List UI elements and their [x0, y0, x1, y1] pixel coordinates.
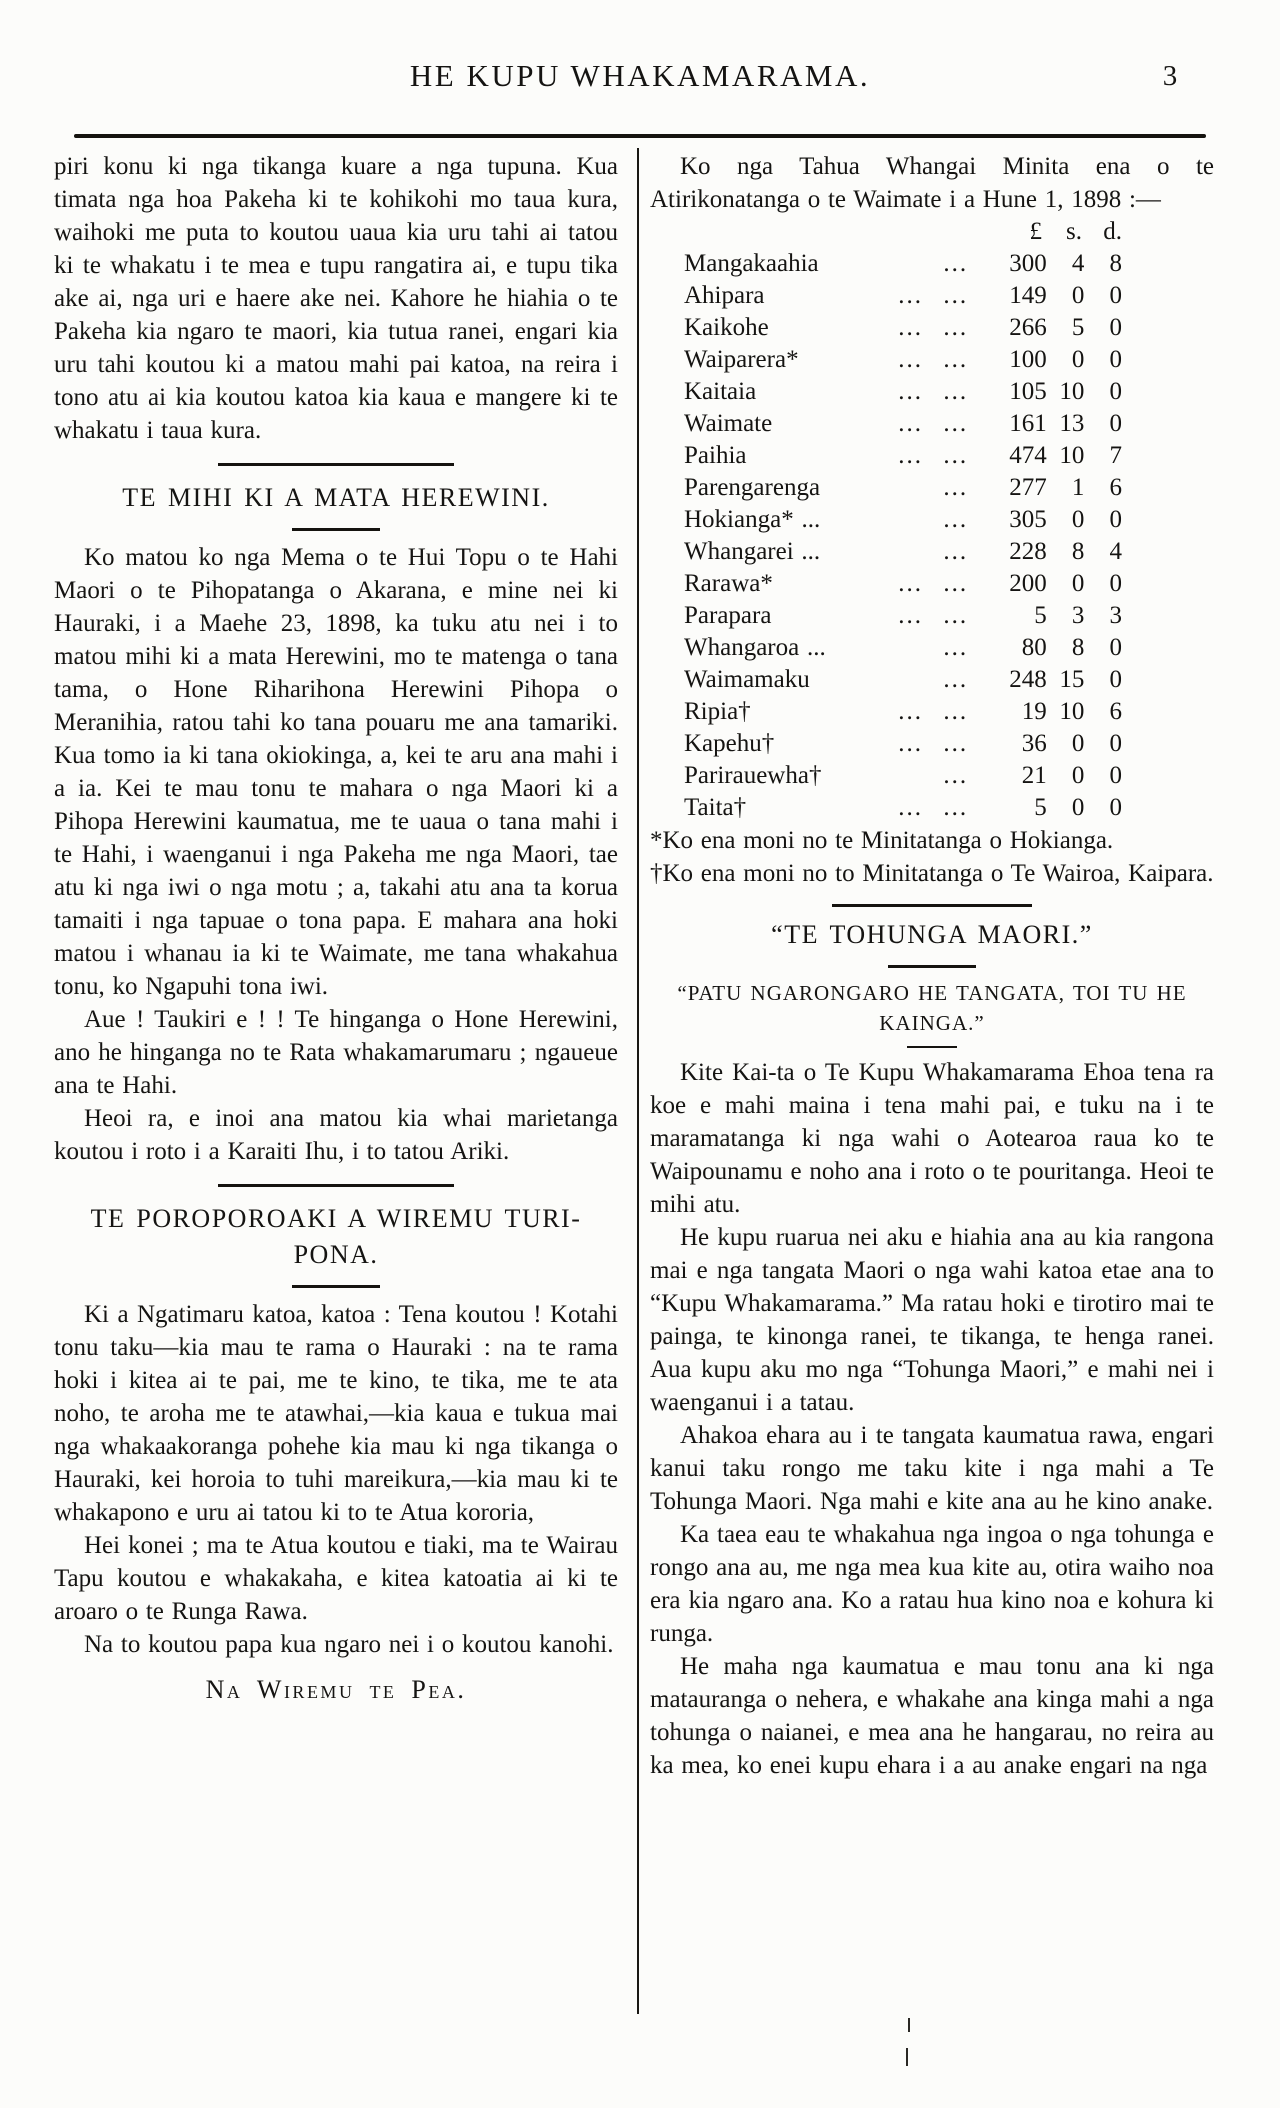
- table-row: [684, 728, 1122, 760]
- paragraph: Ko matou ko nga Mema o te Hui Topu o te Hahi Maori o te Pihopatanga o Akarana, e mine nei ki Hauraki, i a Maehe 23, 1898, ka tuku atu nei i to matou mihi ki a mata Herewini, mo te matenga o tana tama, o Hone Riharihona Herewini Pihopa o Meranihia, ratou tahi ko tana pouaru me ana tamariki. Kua tomo ia ki tana okiokinga, a, kei te aru ana mahi i a ia. Kei te mau tonu te mahara o nga Maori ki a Pihopa Herewini kaumatua, me te uaua o tana mahi i te Hahi, i waenganui i nga Pakeha me nga Maori, tae atu ki nga iwi o nga motu ; a, takahi atu ana ta korua tamaiti i nga tapuae o tona papa. E mahara ana hoki matou i whanau ia ki te Waimate, me tana whakahua tonu, ko Ngapuhi tona iwi.: [54, 544, 618, 1000]
- leader-dots: ...: [898, 698, 924, 725]
- leader-dots: ...: [898, 410, 924, 437]
- table-row: [684, 376, 1122, 408]
- right-column: [650, 150, 1214, 1782]
- amount-pounds: 105: [1009, 378, 1047, 405]
- place-name: Kaitaia: [684, 378, 757, 405]
- place-name: Parapara: [684, 602, 772, 629]
- amount-pence: 0: [1109, 794, 1122, 821]
- amount-pounds: 5: [1034, 602, 1047, 629]
- amount-pounds: 21: [1021, 762, 1047, 789]
- amount-pence: 0: [1109, 506, 1122, 533]
- place-name: Whangarei ...: [684, 538, 821, 565]
- leader-dots: ...: [898, 314, 924, 341]
- table-row: [684, 504, 1122, 536]
- amount-pounds: 248: [1009, 666, 1047, 693]
- leader-dots: ...: [943, 442, 969, 469]
- amount-shillings: 4: [1071, 250, 1085, 277]
- place-name: Waimate: [684, 410, 773, 437]
- leader-dots: ...: [898, 570, 924, 597]
- heading-underline: [292, 528, 380, 531]
- paragraph: Na to koutou papa kua ngaro nei i o koutou kanohi.: [84, 1631, 614, 1658]
- paragraph: Ahakoa ehara au i te tangata kaumatua rawa, engari kanui taku rongo me taku kite i nga mahi a Te Tohunga Maori. Nga mahi e kite ana au he kino anake.: [650, 1422, 1214, 1515]
- fund-table-header: [684, 216, 1122, 248]
- paragraph: Kite Kai-ta o Te Kupu Whakamarama Ehoa tena ra koe e mahi maina i tena mahi pai, e tuku na i te maramatanga ki nga wahi o Aotearoa raua ko te Waipounamu e noho ana i roto o te pouritanga. Heoi te mihi atu.: [650, 1059, 1214, 1218]
- leader-dots: ...: [943, 666, 969, 693]
- leader-dots: ...: [943, 282, 969, 309]
- table-row: [684, 664, 1122, 696]
- leader-dots: ...: [943, 634, 969, 661]
- amount-pence: 6: [1109, 698, 1122, 725]
- leader-dots: ...: [898, 378, 924, 405]
- amount-shillings: 0: [1071, 506, 1085, 533]
- leader-dots: ...: [898, 346, 924, 373]
- amount-pounds: 5: [1034, 794, 1047, 821]
- leader-dots: ...: [943, 474, 969, 501]
- leader-dots: ...: [898, 794, 924, 821]
- amount-shillings: 5: [1071, 314, 1085, 341]
- amount-pounds: 266: [1009, 314, 1047, 341]
- leader-dots: ...: [943, 506, 969, 533]
- fund-intro-paragraph: Ko nga Tahua Whangai Minita ena o te Atirikonatanga o te Waimate i a Hune 1, 1898 :—: [650, 153, 1214, 213]
- amount-pounds: 228: [1009, 538, 1047, 565]
- table-row: [684, 632, 1122, 664]
- section-divider: [832, 904, 1032, 907]
- place-name: Ripia†: [684, 698, 751, 725]
- leader-dots: ...: [943, 410, 969, 437]
- paragraph: Hei konei ; ma te Atua koutou e tiaki, ma te Wairau Tapu koutou e whakakaha, e kitea katoatia ai ki te aroaro o te Runga Rawa.: [54, 1532, 618, 1625]
- leader-dots: [898, 760, 943, 792]
- amount-shillings: 0: [1071, 282, 1085, 309]
- subheading-underline: [907, 1046, 957, 1048]
- footnote-asterisk: *Ko ena moni no te Minitatanga o Hokianga.: [650, 827, 1114, 854]
- amount-pence: 0: [1109, 730, 1122, 757]
- table-row: [684, 312, 1122, 344]
- paragraph: Ka taea eau te whakahua nga ingoa o nga tohunga e rongo ana au, me nga mea kua kite au, otira waiho noa era kia ngaro ana. Ko a ratau hua kino noa e kohura ki runga.: [650, 1521, 1214, 1647]
- footnote-dagger: †Ko ena moni no to Minitatanga o Te Wairoa, Kaipara.: [650, 860, 1214, 887]
- amount-shillings: 10: [1059, 698, 1085, 725]
- column-header-pence: d.: [1103, 218, 1122, 245]
- left-column: [54, 150, 618, 1706]
- ink-speck: [906, 2048, 908, 2066]
- leader-dots: ...: [898, 730, 924, 757]
- amount-shillings: 3: [1071, 602, 1085, 629]
- table-row: [684, 696, 1122, 728]
- amount-shillings: 10: [1059, 378, 1085, 405]
- place-name: Hokianga* ...: [684, 506, 821, 533]
- place-name: Parengarenga: [684, 474, 821, 501]
- leader-dots: ...: [943, 794, 969, 821]
- amount-pounds: 19: [1021, 698, 1047, 725]
- opening-paragraph: piri konu ki nga tikanga kuare a nga tupuna. Kua timata nga hoa Pakeha ki te kohikohi mo taua kura, waihoki me puta to koutou uaua kia uru tahi ai tatou ki te whakatu i te mea e tupu rangatira ai, e tupu tika ake ai, nga uri e haere ake nei. Kahore he hiahia o te Pakeha kia ngaro te maori, kia tutua ranei, engari kia uru tahi koutou ki a matou mahi pai katoa, na reira i tono atu ai kia koutou katoa kia kaua e mangere ki te whakatu i taua kura.: [54, 153, 618, 444]
- leader-dots: ...: [943, 378, 969, 405]
- column-header-shillings: s.: [1066, 218, 1082, 245]
- amount-pounds: 305: [1009, 506, 1047, 533]
- leader-dots: ...: [943, 538, 969, 565]
- paragraph: Ki a Ngatimaru katoa, katoa : Tena koutou ! Kotahi tonu taku—kia mau te rama o Hauraki : na te rama hoki i kitea ai te pai, me te kino, te tika, me te ata noho, te aroha me te atawhai,—kia kaua e tukua mai nga whakaakoranga pohehe kia mau ki nga tikanga o Hauraki, kei horoia to tuhi mareikura,—kia mau ki te whakapono e uru ai tatou ki to te Atua kororia,: [54, 1301, 618, 1526]
- leader-dots: ...: [943, 730, 969, 757]
- leader-dots: [898, 632, 943, 664]
- leader-dots: ...: [943, 602, 969, 629]
- amount-pounds: 474: [1009, 442, 1047, 469]
- amount-pounds: 36: [1021, 730, 1047, 757]
- amount-shillings: 15: [1059, 666, 1085, 693]
- leader-dots: [898, 664, 943, 696]
- column-header-pounds: £: [1029, 218, 1042, 245]
- amount-shillings: 0: [1071, 570, 1085, 597]
- page-number: 3: [1162, 60, 1178, 92]
- place-name: Kapehu†: [684, 730, 775, 757]
- paragraph: He maha nga kaumatua e mau tonu ana ki nga matauranga o nehera, e whakahe ana kinga mahi a nga tohunga o naianei, e mea ana he hangarau, no reira au ka mea, ko enei kupu ehara i a au anake engari na nga: [650, 1653, 1214, 1779]
- leader-dots: ...: [898, 282, 924, 309]
- mihi-section-heading: TE MIHI KI A MATA HEREWINI.: [122, 483, 550, 512]
- fund-table-body: [650, 248, 1214, 824]
- fund-table: [650, 216, 1214, 824]
- paragraph: He kupu ruarua nei aku e hiahia ana au kia rangona mai e nga tangata Maori o nga wahi katoa etae ana to “Kupu Whakamarama.” Ma ratau hoki e tirotiro mai te painga, te kinonga ranei, te tikanga, te henga ranei. Aua kupu aku mo nga “Tohunga Maori,” e mahi nei i waenganui i a tatau.: [650, 1224, 1214, 1416]
- table-row: [684, 408, 1122, 440]
- tohunga-section-subheading: “PATU NGARONGARO HE TANGATA, TOI TU HE KAINGA.”: [677, 981, 1187, 1035]
- amount-pence: 0: [1109, 346, 1122, 373]
- amount-pence: 6: [1109, 474, 1122, 501]
- leader-dots: ...: [898, 602, 924, 629]
- leader-dots: [898, 472, 943, 504]
- leader-dots: ...: [943, 570, 969, 597]
- heading-underline: [292, 1285, 380, 1288]
- amount-shillings: 0: [1071, 762, 1085, 789]
- leader-dots: [898, 536, 943, 568]
- leader-dots: ...: [943, 698, 969, 725]
- leader-dots: ...: [943, 346, 969, 373]
- amount-shillings: 8: [1071, 538, 1085, 565]
- amount-pence: 0: [1109, 378, 1122, 405]
- header-rule: [74, 134, 1206, 138]
- paragraph: Heoi ra, e inoi ana matou kia whai marietanga koutou i roto i a Karaiti Ihu, i to tatou Ariki.: [54, 1105, 618, 1165]
- table-row: [684, 792, 1122, 824]
- amount-shillings: 10: [1059, 442, 1085, 469]
- amount-shillings: 13: [1059, 410, 1085, 437]
- table-row: [684, 440, 1122, 472]
- amount-pence: 0: [1109, 314, 1122, 341]
- place-name: Taita†: [684, 794, 747, 821]
- table-row: [684, 600, 1122, 632]
- amount-pounds: 200: [1009, 570, 1047, 597]
- leader-dots: ...: [898, 442, 924, 469]
- place-name: Mangakaahia: [684, 250, 819, 277]
- place-name: Whangaroa ...: [684, 634, 826, 661]
- amount-shillings: 0: [1071, 346, 1085, 373]
- amount-pence: 8: [1109, 250, 1122, 277]
- table-row: [684, 568, 1122, 600]
- amount-pence: 4: [1109, 538, 1122, 565]
- page-title: HE KUPU WHAKAMARAMA.: [409, 58, 871, 93]
- table-row: [684, 536, 1122, 568]
- amount-pounds: 100: [1009, 346, 1047, 373]
- place-name: Rarawa*: [684, 570, 773, 597]
- place-name: Ahipara: [684, 282, 765, 309]
- amount-shillings: 1: [1071, 474, 1085, 501]
- section-divider: [218, 1184, 454, 1187]
- amount-pence: 0: [1109, 666, 1122, 693]
- amount-pence: 0: [1109, 634, 1122, 661]
- place-name: Waimamaku: [684, 666, 810, 693]
- amount-pence: 0: [1109, 762, 1122, 789]
- amount-shillings: 8: [1071, 634, 1085, 661]
- table-row: [684, 760, 1122, 792]
- ink-speck: [908, 2018, 910, 2032]
- leader-dots: [898, 504, 943, 536]
- leader-dots: [898, 248, 943, 280]
- leader-dots: ...: [943, 314, 969, 341]
- signature: Na Wiremu te Pea.: [205, 1675, 467, 1704]
- amount-shillings: 0: [1071, 794, 1085, 821]
- tohunga-section-heading: “TE TOHUNGA MAORI.”: [771, 920, 1093, 949]
- table-row: [684, 472, 1122, 504]
- heading-underline: [888, 965, 976, 968]
- amount-pounds: 80: [1021, 634, 1047, 661]
- leader-dots: ...: [943, 250, 969, 277]
- leader-dots: ...: [943, 762, 969, 789]
- place-name: Paihia: [684, 442, 747, 469]
- section-divider: [218, 463, 454, 466]
- amount-pence: 0: [1109, 410, 1122, 437]
- table-row: [684, 248, 1122, 280]
- place-name: Kaikohe: [684, 314, 769, 341]
- amount-pounds: 300: [1009, 250, 1047, 277]
- place-name: Waiparera*: [684, 346, 799, 373]
- amount-pence: 3: [1109, 602, 1122, 629]
- amount-pence: 0: [1109, 570, 1122, 597]
- amount-pounds: 161: [1009, 410, 1047, 437]
- paragraph: Aue ! Taukiri e ! ! Te hinganga o Hone Herewini, ano he hinganga no te Rata whakamarumaru ; ngaueue ana te Hahi.: [54, 1006, 618, 1099]
- place-name: Parirauewha†: [684, 762, 822, 789]
- amount-shillings: 0: [1071, 730, 1085, 757]
- amount-pence: 0: [1109, 282, 1122, 309]
- amount-pounds: 277: [1009, 474, 1047, 501]
- table-row: [684, 280, 1122, 312]
- poroporoaki-section-heading: TE POROPOROAKI A WIREMU TURI-PONA.: [90, 1204, 582, 1269]
- table-row: [684, 344, 1122, 376]
- amount-pounds: 149: [1009, 282, 1047, 309]
- amount-pence: 7: [1109, 442, 1122, 469]
- column-divider-rule: [637, 148, 639, 2014]
